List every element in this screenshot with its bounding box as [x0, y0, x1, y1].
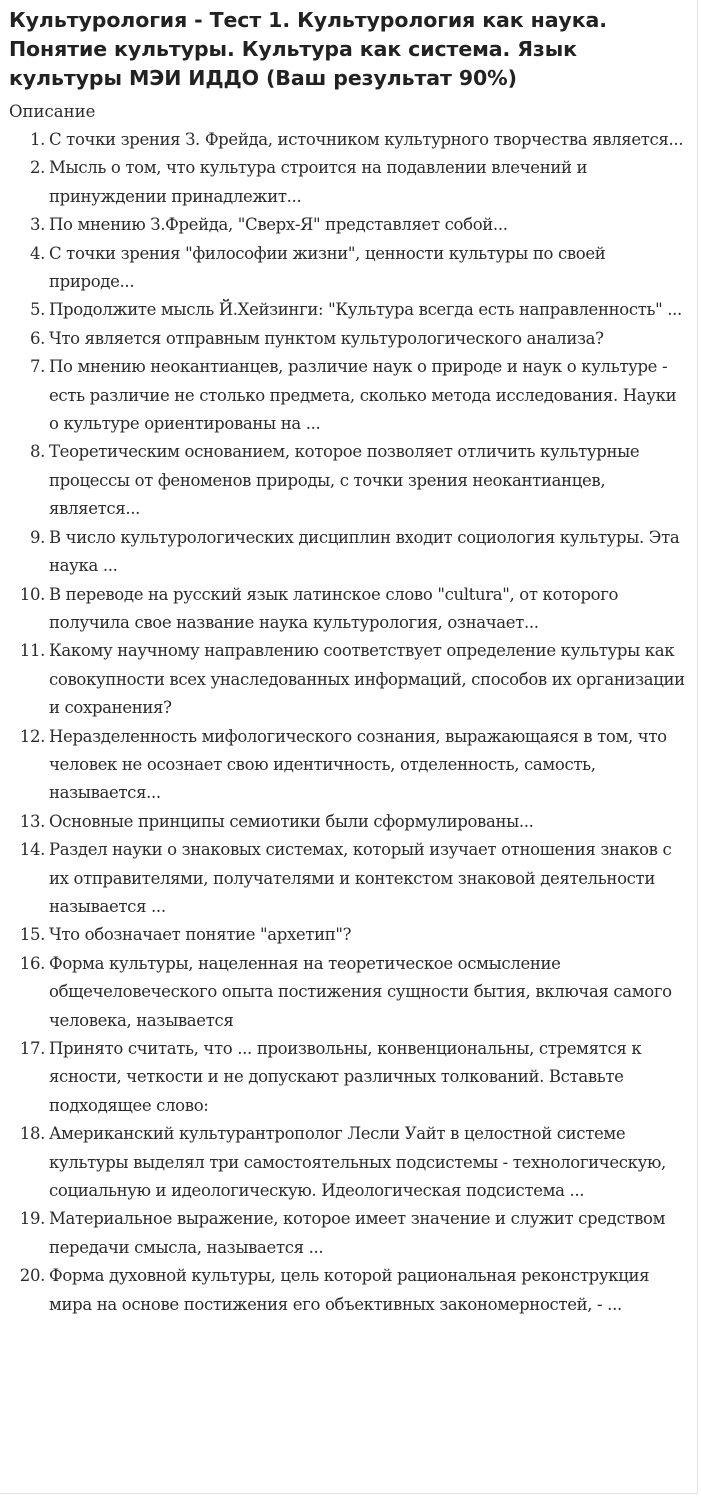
list-item	[9, 836, 689, 921]
list-item	[9, 126, 689, 154]
question-text: Продолжите мысль Й.Хейзинги: "Культура всегда есть направленность" ...	[49, 300, 682, 320]
question-text: Американский культурантрополог Лесли Уайт в целостной системе культуры выделял три самостоятельных подсистемы - технологическую, социальную и идеологическую. Идеологическая подсистема ...	[49, 1124, 666, 1201]
list-item	[9, 581, 689, 638]
question-number: 5.	[29, 300, 45, 320]
question-number: 14.	[19, 840, 45, 860]
question-number: 4.	[29, 243, 45, 263]
list-item	[9, 325, 689, 353]
question-number: 20.	[19, 1266, 45, 1286]
question-text: В переводе на русский язык латинское слово "cultura", от которого получила свое название наука культурология, означает...	[49, 584, 619, 632]
list-item	[9, 353, 689, 438]
question-number: 9.	[29, 527, 45, 547]
question-number: 3.	[29, 215, 45, 235]
description-label: Описание	[9, 102, 96, 121]
question-text: С точки зрения "философии жизни", ценности культуры по своей природе...	[49, 243, 606, 292]
list-item	[9, 296, 689, 324]
question-text: Форма культуры, нацеленная на теоретическое осмысление общечеловеческого опыта постижения сущности бытия, включая самого человека, называется	[49, 953, 672, 1030]
question-number: 6.	[29, 328, 45, 348]
question-number: 8.	[29, 442, 45, 462]
page-title: Культурология - Тест 1. Культурология как наука. Понятие культуры. Культура как система. Язык культуры МЭИ ИДДО (Ваш результат 90%)	[9, 8, 607, 90]
list-item	[9, 1120, 689, 1205]
list-item	[9, 808, 689, 836]
question-text: Какому научному направлению соответствует определение культуры как совокупности всех унаследованных информаций, способов их организации и сохранения?	[49, 641, 685, 718]
question-text: С точки зрения З. Фрейда, источником культурного творчества является...	[49, 130, 684, 149]
question-text: По мнению неокантианцев, различие наук о природе и наук о культуре - есть различие не столько предмета, сколько метода исследования. Науки о культуре ориентированы на ...	[49, 357, 677, 434]
question-number: 19.	[19, 1209, 45, 1229]
question-number: 10.	[19, 584, 45, 604]
list-item	[9, 950, 689, 1035]
question-number: 15.	[19, 925, 45, 945]
list-item	[9, 154, 689, 211]
question-text: Материальное выражение, которое имеет значение и служит средством передачи смысла, называется ...	[49, 1209, 666, 1257]
question-text: Основные принципы семиотики были сформулированы...	[49, 811, 534, 831]
question-text: По мнению З.Фрейда, "Сверх-Я" представляет собой...	[49, 215, 508, 235]
question-text: Что обозначает понятие "архетип"?	[49, 925, 352, 945]
question-text: Мысль о том, что культура строится на подавлении влечений и принуждении принадлежит...	[49, 158, 588, 206]
list-item	[9, 240, 689, 297]
question-number: 17.	[19, 1039, 45, 1058]
question-number: 7.	[29, 357, 45, 377]
question-text: Раздел науки о знаковых системах, который изучает отношения знаков с их отправителями, получателями и контекстом знаковой деятельности называется ...	[49, 840, 672, 916]
list-item	[9, 1035, 689, 1120]
question-number: 1.	[29, 130, 45, 149]
question-number: 11.	[19, 641, 45, 661]
list-item	[9, 211, 689, 239]
question-text: Неразделенность мифологического сознания, выражающаяся в том, что человек не осознает свою идентичность, отделенность, самость, называется...	[49, 726, 667, 803]
question-number: 2.	[29, 158, 45, 178]
question-number: 12.	[19, 726, 45, 746]
list-item	[9, 723, 689, 808]
list-item	[9, 637, 689, 722]
question-number: 18.	[19, 1124, 45, 1144]
list-item	[9, 1205, 689, 1262]
question-text: Принято считать, что ... произвольны, конвенциональны, стремятся к ясности, четкости и не допускают различных толкований. Вставьте подходящее слово:	[49, 1039, 642, 1115]
question-number: 13.	[19, 811, 45, 831]
question-text: Теоретическим основанием, которое позволяет отличить культурные процессы от феноменов природы, с точки зрения неокантианцев, является...	[49, 442, 640, 519]
question-list	[9, 126, 689, 1319]
list-item	[9, 1262, 689, 1319]
list-item	[9, 921, 689, 949]
list-item	[9, 524, 689, 581]
question-text: Что является отправным пунктом культурологического анализа?	[49, 328, 604, 348]
question-text: В число культурологических дисциплин входит социология культуры. Эта наука ...	[49, 527, 680, 576]
list-item	[9, 438, 689, 523]
question-text: Форма духовной культуры, цель которой рациональная реконструкция мира на основе постижения его объективных закономерностей, - ...	[49, 1266, 650, 1314]
question-number: 16.	[19, 953, 45, 973]
